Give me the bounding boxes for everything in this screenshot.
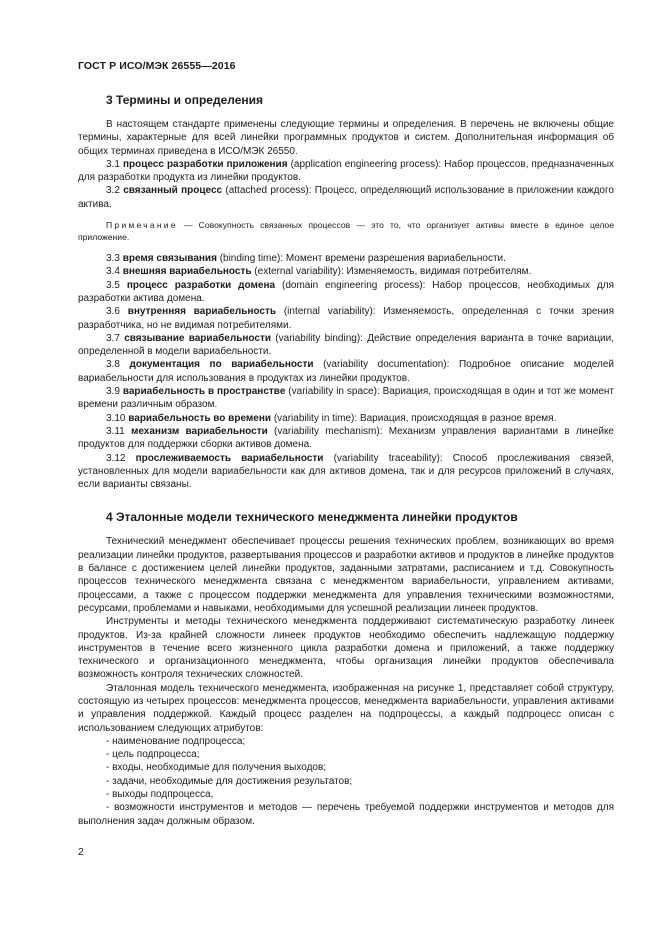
term-name: документация по вариабельности (129, 359, 314, 371)
term-definition (78, 385, 614, 412)
term-definition (78, 279, 614, 306)
terms-list-2 (78, 252, 614, 491)
term-text: (variability in time): Вариация, происходящая в разное время. (273, 412, 557, 424)
term-number: 3.7 (106, 332, 120, 344)
term-text: (variability traceability): Способ прослеживания связей, установленных для модели вариабельности как для активов домена, так и для ресурсов приложений в случаях, если варианты связаны. (78, 452, 615, 491)
term-definition (78, 412, 614, 425)
list-item: - задачи, необходимые для достижения результатов; (106, 775, 353, 787)
note-label: Примечание (106, 220, 178, 231)
section-3-heading: 3 Термины и определения (106, 93, 264, 107)
term-name: механизм вариабельности (130, 425, 268, 437)
term-number: 3.5 (106, 279, 120, 291)
term-number: 3.2 (106, 185, 120, 197)
term-text: (variability in space): Вариация, происходящая в один и тот же момент времени различным образом. (78, 386, 615, 411)
term-text: (variability mechanism): Механизм управления вариантами в линейке продуктов для поддержки сборки активов домена. (78, 425, 614, 451)
term-number: 3.1 (106, 158, 120, 170)
term-name: вариабельность в пространстве (122, 386, 286, 398)
section-4-heading: 4 Эталонные модели технического менеджмента линейки продуктов (106, 510, 518, 525)
list-item: - цель подпроцесса; (106, 749, 200, 761)
list-item: - возможности инструментов и методов — перечень требуемой поддержки инструментов и методов для выполнения задач должным образом. (78, 802, 614, 827)
term-definition (78, 425, 614, 452)
term-text: (application engineering process): Набор процессов, предназначенных для разработки продукта из линейки продуктов. (78, 158, 615, 184)
term-number: 3.8 (106, 359, 120, 371)
term-name: вариабельность во времени (128, 412, 272, 424)
term-name: внутренняя вариабельность (127, 306, 277, 318)
term-text: (internal variability): Изменяемость, определенная с точки зрения разработчика, но не видимая потребителями. (78, 306, 614, 331)
term-name: прослеживаемость вариабельности (135, 452, 324, 464)
term-text: (variability documentation): Подробное описание моделей вариабельности для использования в продуктах из линейки продуктов. (78, 359, 615, 384)
term-name: связывание вариабельности (124, 332, 271, 344)
term-definition (78, 158, 614, 185)
term-definition (78, 252, 614, 265)
section-3-intro: В настоящем стандарте применены следующие термины и определения. В перечень не включены общие термины, характерные для всей линейки программных продуктов и систем. Дополнительная информация об общих терминах приведена в ИСО/МЭК 26550. (78, 119, 614, 157)
term-number: 3.10 (106, 412, 126, 424)
term-number: 3.12 (106, 452, 126, 464)
term-number: 3.4 (106, 266, 120, 278)
document-header: ГОСТ Р ИСО/МЭК 26555—2016 (78, 60, 236, 72)
term-number: 3.3 (106, 253, 120, 265)
document-body (78, 88, 614, 828)
section-4-paragraph: Инструменты и методы технического менеджмента поддерживают систематическую разработку линеек продуктов. Из-за крайней сложности линеек продуктов необходимо обеспечить надлежащую поддержку инструментов в течение всего жизненного цикла разработки домена и приложений, а также поддержку технического и организационного менеджмента, чтобы организация линейки продуктов обеспечивала возможность контроля технических сложностей. (78, 616, 614, 681)
term-definition (78, 358, 614, 385)
term-text: (external variability): Изменяемость, видимая потребителям. (254, 266, 532, 278)
term-name: внешняя вариабельность (122, 266, 252, 278)
term-number: 3.9 (106, 386, 120, 398)
term-number: 3.6 (106, 306, 120, 318)
term-number: 3.11 (106, 425, 125, 437)
term-definition (78, 332, 614, 359)
term-definition (78, 184, 614, 211)
list-item: - входы, необходимые для получения выходов; (106, 762, 327, 774)
section-4-paragraph: Эталонная модель технического менеджмента, изображенная на рисунке 1, представляет собой структуру, состоящую из четырех процессов: менеджмента процессов, менеджмента вариабельности, управления активами и управления поддержкой. Каждый процесс разделен на подпроцессы, а каждый подпроцесс описан с использованием следующих атрибутов: (78, 682, 614, 734)
note-text: — Совокупность связанных процессов — это то, что организует активы вместе в единое целое приложение. (78, 220, 614, 242)
term-text: (attached process): Процесс, определяющий использование в приложении каждого актива. (78, 185, 614, 210)
term-name: связанный процесс (123, 185, 223, 197)
term-name: процесс разработки домена (126, 279, 276, 291)
list-item: - наименование подпроцесса; (106, 735, 246, 747)
term-text: (variability binding): Действие определения варианта в точке вариации, определенной в модели вариабельности. (78, 332, 615, 358)
term-text: (domain engineering process): Набор процессов, необходимых для разработки актива домена. (78, 279, 615, 304)
term-definition (78, 305, 614, 332)
term-definition (78, 452, 614, 492)
page-number: 2 (78, 846, 84, 858)
term-definition (78, 265, 614, 278)
note (78, 220, 614, 243)
term-name: время связывания (122, 253, 217, 265)
attributes-list (78, 735, 614, 828)
term-text: (binding time): Момент времени разрешения вариабельности. (219, 253, 506, 265)
terms-list (78, 158, 614, 211)
section-4-paragraph: Технический менеджмент обеспечивает процессы решения технических проблем, возникающих во время реализации линейки продуктов, развертывания процессов и разработки активов и продуктов в линейке продуктов в балансе с достижением целей линейки продуктов, заданными затратами, расписанием и т.д. Совокупность процессов технического менеджмента связана с менеджментом вариабельности, управлением активами, процессами, а также с процессом поддержки менеджмента для управления техническими возможностями, ресурсами, проблемами и навыками, необходимыми для успешной реализации линеек продуктов. (78, 536, 614, 614)
list-item: - выходы подпроцесса, (106, 789, 214, 801)
term-name: процесс разработки приложения (122, 158, 288, 170)
